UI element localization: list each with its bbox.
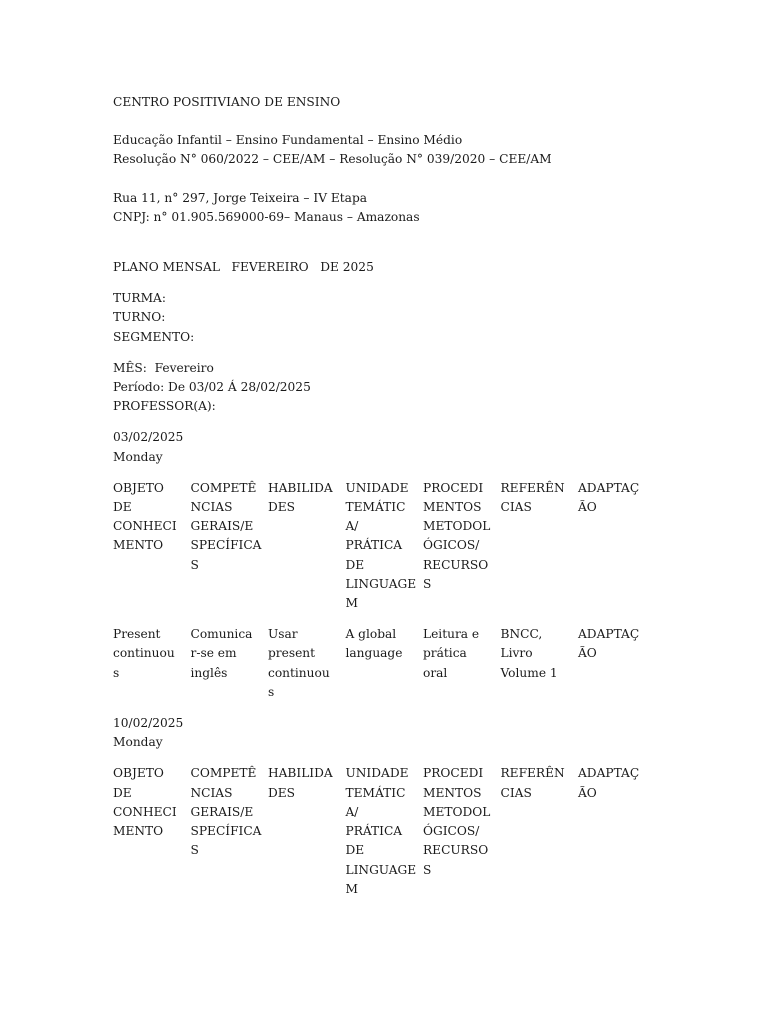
cell-text: DE — [113, 785, 132, 800]
table-header-row-cell — [501, 479, 579, 613]
table-row-cell — [191, 625, 269, 702]
table-header-row-cell — [113, 479, 191, 613]
cell-text: CIAS — [500, 785, 532, 800]
cell-text: TEMÁTIC — [345, 500, 406, 515]
cell-text: RECURSO — [423, 557, 489, 572]
section-weekday: Monday — [113, 449, 163, 464]
cell-text: OBJETO — [113, 480, 164, 495]
cell-text: Leitura e — [423, 627, 480, 642]
cell-text: DES — [268, 500, 296, 515]
cell-text: continuou — [268, 665, 330, 680]
month-label: MÊS: Fevereiro — [113, 360, 214, 375]
cell-text: inglês — [190, 665, 228, 680]
cell-text: DES — [268, 785, 296, 800]
table-header-row-cell — [191, 764, 269, 898]
section-date: 10/02/2025 — [113, 716, 184, 731]
segmento-label: SEGMENTO: — [113, 329, 195, 344]
education-levels: Educação Infantil – Ensino Fundamental – Ensino Médio — [113, 133, 463, 148]
cell-text: prática — [423, 646, 467, 661]
cell-text: NCIAS — [190, 500, 233, 515]
cell-text: MENTOS — [423, 500, 482, 515]
cell-text: s — [113, 665, 120, 680]
cell-text: MENTO — [113, 538, 164, 553]
cell-text: continuou — [113, 646, 175, 661]
cell-text: ÃO — [578, 500, 597, 515]
cell-text: HABILIDA — [268, 766, 333, 781]
table-header-row-cell — [191, 479, 269, 613]
cell-text: PROCEDI — [423, 480, 484, 495]
cell-text: language — [345, 646, 403, 661]
table-row-cell — [346, 625, 424, 702]
cell-text: DE — [345, 557, 365, 572]
table-row-cell — [113, 625, 191, 702]
section-weekday: Monday — [113, 735, 163, 750]
cell-text: GERAIS/E — [190, 519, 254, 534]
cell-text: DE — [113, 500, 132, 515]
school-name: CENTRO POSITIVIANO DE ENSINO — [113, 95, 341, 109]
cell-text: ÃO — [578, 646, 597, 661]
table-header-row-cell — [346, 764, 424, 898]
table-row — [113, 625, 673, 702]
cell-text: S — [423, 862, 432, 877]
cell-text: A/ — [345, 804, 359, 819]
teacher-label: PROFESSOR(A): — [113, 399, 216, 414]
cell-text: oral — [423, 665, 448, 680]
cell-text: OBJETO — [113, 766, 164, 781]
cell-text: S — [190, 843, 199, 858]
turma-label: TURMA: — [113, 291, 166, 306]
cell-text: ADAPTAÇ — [578, 480, 640, 495]
cell-text: PROCEDI — [423, 766, 484, 781]
cell-text: Present — [113, 627, 161, 642]
cell-text: CIAS — [500, 500, 532, 515]
cell-text: s — [268, 684, 275, 699]
cell-text: DE — [345, 843, 365, 858]
table-row-cell — [501, 625, 579, 702]
cell-text: Comunica — [190, 627, 253, 642]
cell-text: NCIAS — [190, 785, 233, 800]
cell-text: SPECÍFICA — [190, 538, 262, 553]
table-header-row-cell — [346, 479, 424, 613]
cell-text: BNCC, — [500, 627, 543, 642]
cell-text: METODOL — [423, 804, 491, 819]
plan-sections — [113, 428, 673, 898]
cell-text: S — [190, 557, 199, 572]
cell-text: r-se em — [190, 646, 237, 661]
cell-text: COMPETÊ — [190, 766, 257, 781]
cell-text: M — [345, 596, 358, 611]
cell-text: ÓGICOS/ — [423, 824, 480, 839]
cell-text: METODOL — [423, 519, 491, 534]
section-date: 03/02/2025 — [113, 430, 184, 445]
table-header-row-cell — [113, 764, 191, 898]
table-header-row-cell — [578, 479, 656, 613]
cell-text: ADAPTAÇ — [578, 627, 640, 642]
cell-text: PRÁTICA — [345, 538, 403, 553]
cell-text: SPECÍFICA — [190, 824, 262, 839]
table-row-cell — [268, 625, 346, 702]
table-header-row-cell — [578, 764, 656, 898]
cell-text: Usar — [268, 627, 298, 642]
cnpj: CNPJ: n° 01.905.569000-69– Manaus – Amazonas — [113, 209, 420, 224]
table-header-row-cell — [501, 764, 579, 898]
cell-text: Livro — [500, 646, 533, 661]
address: Rua 11, n° 297, Jorge Teixeira – IV Etapa — [113, 190, 368, 205]
cell-text: CONHECI — [113, 519, 177, 534]
cell-text: LINGUAGE — [345, 862, 417, 877]
table-header-row-cell — [423, 479, 501, 613]
cell-text: MENTO — [113, 824, 164, 839]
cell-text: REFERÊN — [500, 480, 565, 495]
cell-text: HABILIDA — [268, 480, 333, 495]
cell-text: TEMÁTIC — [345, 785, 406, 800]
cell-text: ÃO — [578, 785, 597, 800]
cell-text: present — [268, 646, 316, 661]
table-row-cell — [578, 625, 656, 702]
cell-text: A/ — [345, 519, 359, 534]
cell-text: ÓGICOS/ — [423, 538, 480, 553]
resolutions: Resolução N° 060/2022 – CEE/AM – Resolução N° 039/2020 – CEE/AM — [113, 152, 552, 167]
cell-text: GERAIS/E — [190, 804, 254, 819]
cell-text: LINGUAGE — [345, 576, 417, 591]
cell-text: RECURSO — [423, 843, 489, 858]
cell-text: S — [423, 576, 432, 591]
cell-text: CONHECI — [113, 804, 177, 819]
table-header-row — [113, 764, 673, 898]
cell-text: M — [345, 881, 358, 896]
cell-text: A global — [345, 627, 397, 642]
cell-text: PRÁTICA — [345, 824, 403, 839]
turno-label: TURNO: — [113, 310, 166, 325]
plan-title: PLANO MENSAL FEVEREIRO DE 2025 — [113, 260, 374, 275]
cell-text: COMPETÊ — [190, 480, 257, 495]
table-header-row-cell — [268, 764, 346, 898]
cell-text: UNIDADE — [345, 766, 409, 781]
cell-text: REFERÊN — [500, 766, 565, 781]
table-header-row — [113, 479, 673, 613]
cell-text: Volume 1 — [500, 665, 558, 680]
cell-text: ADAPTAÇ — [578, 766, 640, 781]
document-page — [113, 93, 673, 899]
table-header-row-cell — [423, 764, 501, 898]
cell-text: UNIDADE — [345, 480, 409, 495]
cell-text: MENTOS — [423, 785, 482, 800]
table-row-cell — [423, 625, 501, 702]
period-label: Período: De 03/02 Á 28/02/2025 — [113, 380, 311, 395]
table-header-row-cell — [268, 479, 346, 613]
